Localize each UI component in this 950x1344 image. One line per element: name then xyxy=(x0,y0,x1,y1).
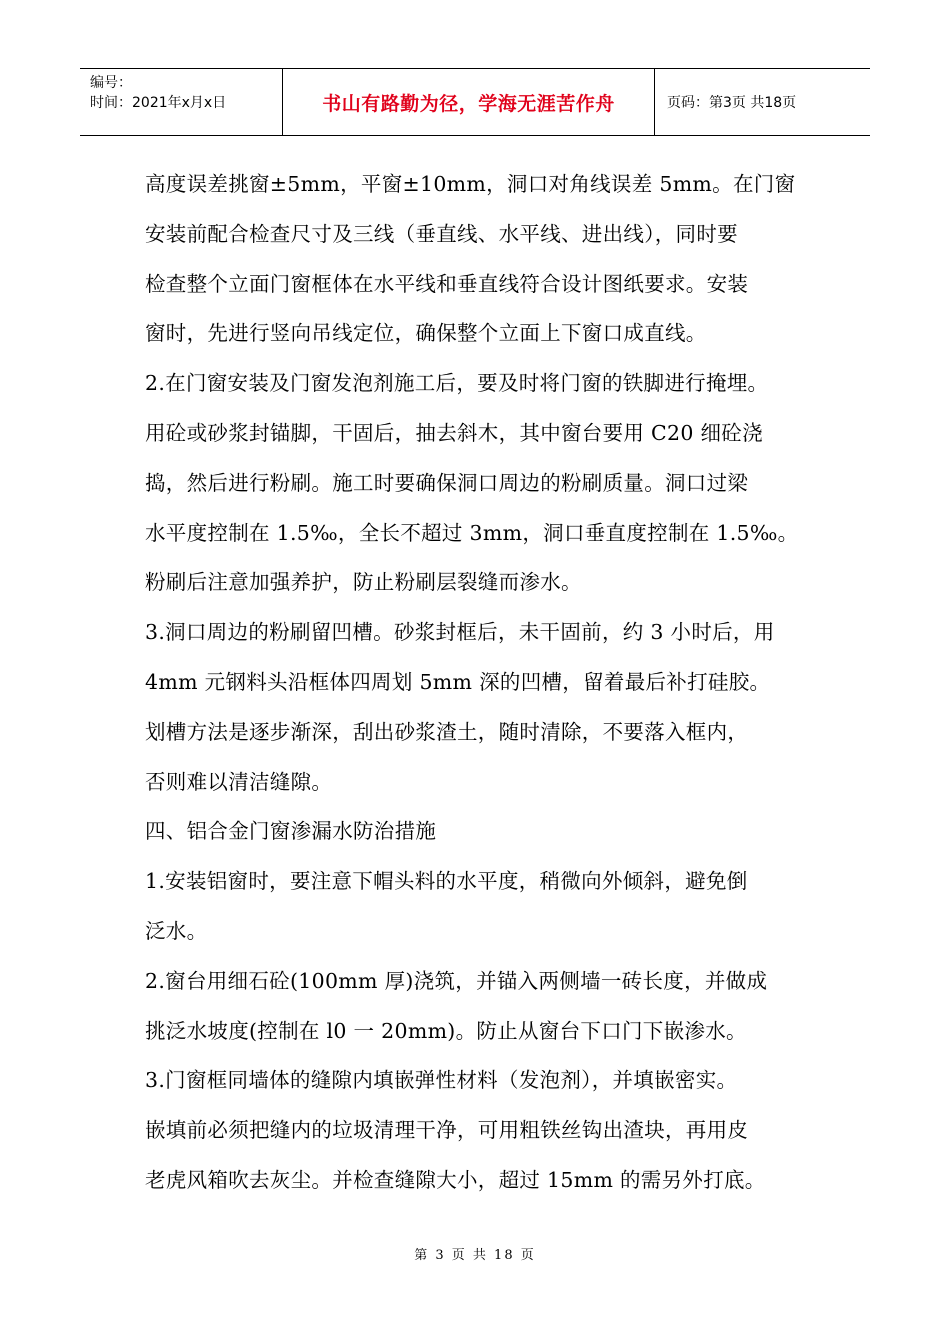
document-time-label: 时间：2021年x月x日 xyxy=(90,95,227,111)
document-body xyxy=(145,160,825,1206)
body-line: 2.在门窗安装及门窗发泡剂施工后，要及时将门窗的铁脚进行掩埋。 xyxy=(145,371,769,396)
body-line: 检查整个立面门窗框体在水平线和垂直线符合设计图纸要求。安装 xyxy=(145,271,749,296)
body-line: 泛水。 xyxy=(145,918,208,943)
body-line: 4mm 元钢料头沿框体四周划 5mm 深的凹槽，留着最后补打硅胶。 xyxy=(145,669,771,694)
body-line: 划槽方法是逐步渐深，刮出砂浆渣土，随时清除，不要落入框内， xyxy=(145,719,749,744)
body-line: 水平度控制在 1.5‰，全长不超过 3mm，洞口垂直度控制在 1.5‰。 xyxy=(145,520,799,545)
page-footer: 第 3 页 共 18 页 xyxy=(414,1248,536,1263)
document-number-label: 编号： xyxy=(90,75,132,91)
body-line: 高度误差挑窗±5mm，平窗±10mm，洞口对角线误差 5mm。在门窗 xyxy=(145,172,796,196)
header-meta-cell xyxy=(80,69,283,135)
header-motto: 书山有路勤为径，学海无涯苦作舟 xyxy=(283,69,655,135)
body-line: 1.安装铝窗时，要注意下帽头料的水平度，稍微向外倾斜，避免倒 xyxy=(145,869,748,894)
body-line: 挑泛水坡度(控制在 l0 一 20mm)。防止从窗台下口门下嵌渗水。 xyxy=(145,1018,747,1043)
body-line: 否则难以清洁缝隙。 xyxy=(145,769,333,794)
body-line: 粉刷后注意加强养护，防止粉刷层裂缝而渗水。 xyxy=(145,570,582,595)
section-heading: 四、铝合金门窗渗漏水防治措施 xyxy=(145,819,437,844)
body-line: 老虎风箱吹去灰尘。并检查缝隙大小，超过 15mm 的需另外打底。 xyxy=(145,1167,766,1192)
page-header xyxy=(80,68,870,136)
body-line: 用砼或砂浆封锚脚，干固后，抽去斜木，其中窗台要用 C20 细砼浇 xyxy=(145,420,763,445)
body-line: 捣，然后进行粉刷。施工时要确保洞口周边的粉刷质量。洞口过梁 xyxy=(145,470,749,495)
body-line: 3.门窗框同墙体的缝隙内填嵌弹性材料（发泡剂），并填嵌密实。 xyxy=(145,1068,738,1093)
body-line: 2.窗台用细石砼(100mm 厚)浇筑，并锚入两侧墙一砖长度，并做成 xyxy=(145,968,768,993)
header-page-info: 页码：第3页 共18页 xyxy=(667,95,797,111)
body-line: 安装前配合检查尺寸及三线（垂直线、水平线、进出线），同时要 xyxy=(145,221,738,246)
body-line: 嵌填前必须把缝内的垃圾清理干净，可用粗铁丝钩出渣块，再用皮 xyxy=(145,1118,749,1143)
body-line: 窗时，先进行竖向吊线定位，确保整个立面上下窗口成直线。 xyxy=(145,321,707,346)
body-line: 3.洞口周边的粉刷留凹槽。砂浆封框后，未干固前，约 3 小时后，用 xyxy=(145,620,775,645)
